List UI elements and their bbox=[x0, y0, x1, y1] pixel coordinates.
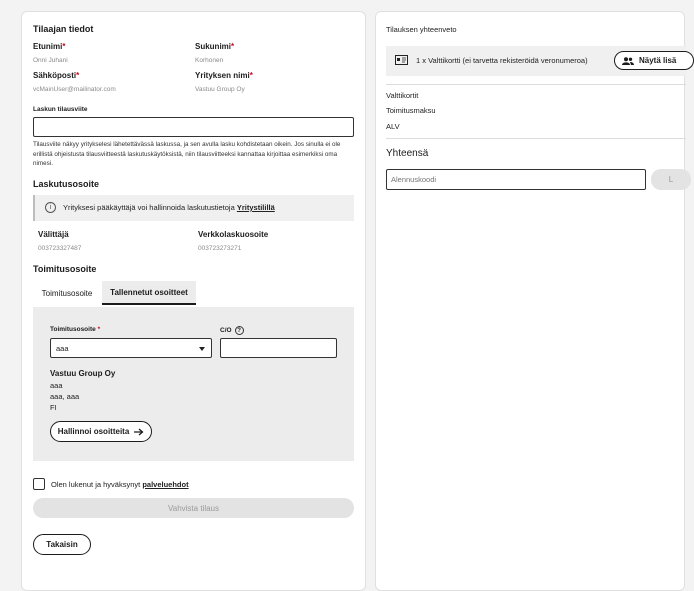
invoice-reference-input[interactable] bbox=[33, 117, 354, 137]
company-name-value: Vastuu Group Oy bbox=[195, 86, 245, 93]
summary-row-vat: ALV bbox=[386, 122, 400, 131]
email-label: Sähköposti* bbox=[33, 71, 80, 80]
billing-info-box bbox=[33, 195, 354, 221]
tab-saved-addresses[interactable]: Tallennetut osoitteet bbox=[102, 281, 196, 305]
delivery-address-title: Toimitusosoite bbox=[33, 264, 97, 274]
summary-title: Tilauksen yhteenveto bbox=[386, 25, 457, 34]
first-name-label: Etunimi* bbox=[33, 42, 66, 51]
customer-info-title: Tilaajan tiedot bbox=[33, 24, 94, 34]
email-value: vcMainUser@mailinator.com bbox=[33, 86, 116, 93]
chevron-down-icon bbox=[199, 347, 205, 351]
company-name-label: Yrityksen nimi* bbox=[195, 71, 253, 80]
manage-addresses-button[interactable]: Hallinnoi osoitteita bbox=[50, 421, 152, 442]
operator-value: 003723327487 bbox=[38, 245, 82, 252]
summary-divider bbox=[386, 84, 686, 85]
summary-divider bbox=[386, 138, 686, 139]
operator-label: Välittäjä bbox=[38, 230, 69, 239]
address-select-value: aaa bbox=[56, 344, 69, 353]
help-circle-icon[interactable]: ? bbox=[235, 326, 244, 335]
tab-delivery-address[interactable]: Toimitusosoite bbox=[41, 288, 93, 298]
arrow-right-icon bbox=[134, 428, 144, 436]
summary-total-label: Yhteensä bbox=[386, 148, 429, 159]
last-name-value: Korhonen bbox=[195, 57, 224, 64]
order-summary-card bbox=[375, 11, 685, 591]
last-name-label: Sukunimi* bbox=[195, 42, 235, 51]
discount-code-input[interactable] bbox=[386, 169, 646, 190]
summary-row-delivery-fee: Toimitusmaksu bbox=[386, 106, 436, 115]
saved-address-name: Vastuu Group Oy bbox=[50, 369, 116, 378]
co-input[interactable] bbox=[220, 338, 337, 358]
billing-info-text: Yrityksesi pääkäyttäjä voi hallinnoida laskutustietoja Yritystilillä bbox=[63, 203, 275, 212]
saved-address-line: aaa, aaa bbox=[50, 392, 80, 401]
id-card-icon bbox=[395, 55, 408, 65]
apply-discount-button[interactable]: L bbox=[651, 169, 691, 190]
first-name-value: Onni Juhani bbox=[33, 57, 68, 64]
invoice-reference-help: Tilausviite näkyy yritykselesi lähetettävässä laskussa, ja sen avulla lasku kohdistetaan oikein. Jos sinulla ei ole erillistä ohjeistusta tilausviitteestä laskutuskäytöksistä, niin tilausviitteeksi kannattaa kirjoittaa esimerkiksi oma nimesi. bbox=[33, 141, 341, 167]
saved-address-line: FI bbox=[50, 403, 57, 412]
saved-address-line: aaa bbox=[50, 381, 63, 390]
info-icon: i bbox=[45, 202, 56, 213]
users-icon bbox=[622, 57, 634, 65]
einvoice-address-label: Verkkolaskuosoite bbox=[198, 230, 269, 239]
einvoice-address-value: 003723273271 bbox=[198, 245, 242, 252]
terms-link[interactable]: palveluehdot bbox=[142, 480, 189, 489]
company-account-link[interactable]: Yritystilillä bbox=[236, 203, 275, 212]
saved-addresses-panel bbox=[33, 307, 354, 461]
terms-text: Olen lukenut ja hyväksynyt palveluehdot bbox=[51, 480, 189, 489]
show-more-button[interactable]: Näytä lisä bbox=[614, 51, 694, 70]
summary-item-box bbox=[386, 46, 686, 76]
terms-checkbox[interactable] bbox=[33, 478, 45, 490]
address-select-label: Toimitusosoite * bbox=[50, 326, 101, 333]
summary-item-text: 1 x Valttikortti (ei tarvetta rekisteröidä veronumeroa) bbox=[416, 56, 588, 65]
co-label: C/O ? bbox=[220, 326, 244, 335]
address-select[interactable] bbox=[50, 338, 212, 358]
billing-address-title: Laskutusosoite bbox=[33, 179, 100, 189]
back-button[interactable]: Takaisin bbox=[33, 534, 91, 555]
summary-row-cards: Valttikortit bbox=[386, 91, 419, 100]
invoice-reference-label: Laskun tilausviite bbox=[33, 106, 88, 113]
order-form-card bbox=[21, 11, 366, 591]
confirm-order-button[interactable]: Vahvista tilaus bbox=[33, 498, 354, 518]
